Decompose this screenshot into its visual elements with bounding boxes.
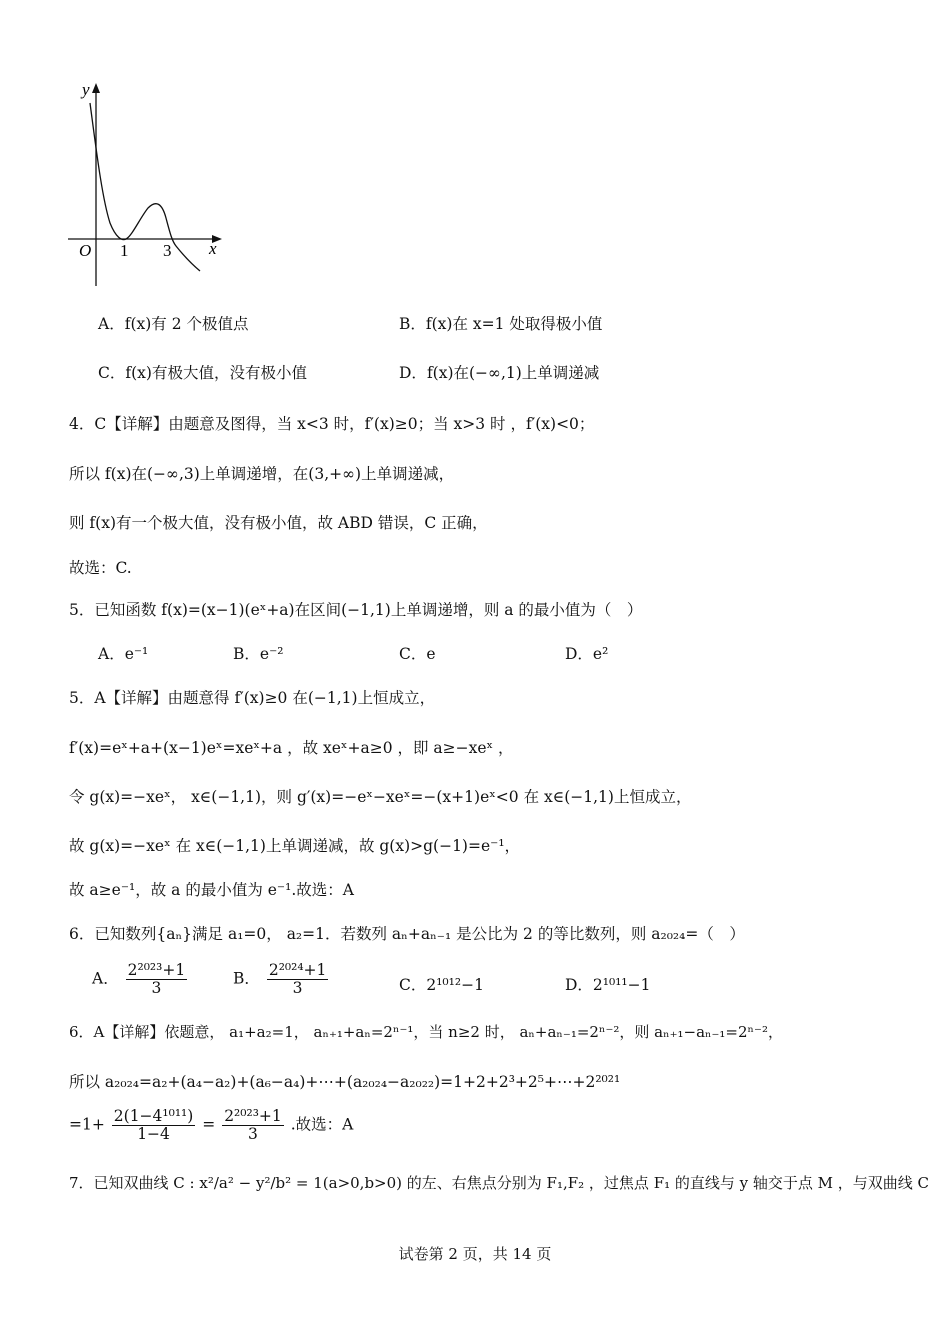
- q6-option-b: [233, 962, 330, 997]
- q3-option-d-text: f(x)在(−∞,1)上单调递减: [426, 364, 600, 382]
- q6-solution-fraction-1-numerator: 2(1−4¹⁰¹¹): [113, 1107, 194, 1125]
- q6-option-a: [92, 962, 189, 997]
- q5-solution-line-5: 故 a≥e⁻¹，故 a 的最小值为 e⁻¹.故选：A: [69, 881, 354, 899]
- q6-solution-line-3-prefix: =1+: [69, 1115, 105, 1134]
- q5-option-d: D．e²: [565, 645, 609, 663]
- q5-option-a: A．e⁻¹: [98, 645, 149, 663]
- q4-solution-line-1: 4．C【详解】由题意及图得，当 x<3 时，f′(x)≥0；当 x>3 时 ，f′(x)<0；: [69, 415, 595, 433]
- q6-solution-fraction-2-numerator: 2²⁰²³+1: [224, 1107, 282, 1125]
- q3-option-a-letter: A．: [98, 315, 125, 333]
- q6-stem: 6．已知数列{aₙ}满足 a₁=0， a₂=1．若数列 aₙ+aₙ₋₁ 是公比为 2 的等比数列，则 a₂₀₂₄=（ ）: [69, 925, 745, 943]
- tick-3-label: 3: [163, 241, 172, 260]
- curve: [90, 103, 200, 271]
- q6-option-b-letter: B．: [233, 969, 260, 988]
- q7-stem: 7．已知双曲线 C : x²/a² − y²/b² = 1(a>0,b>0) 的左、右焦点分别为 F₁,F₂ ，过焦点 F₁ 的直线与 y 轴交于点 M ，与双曲线 C: [69, 1174, 930, 1192]
- q6-option-a-letter: A．: [92, 969, 119, 988]
- q6-solution-fraction-2: [222, 1108, 284, 1143]
- q3-option-c-letter: C．: [98, 364, 126, 382]
- q6-option-b-fraction: [267, 962, 329, 997]
- function-graph: [62, 78, 232, 293]
- q3-option-d: [399, 361, 599, 383]
- q5-stem: 5．已知函数 f(x)=(x−1)(eˣ+a)在区间(−1,1)上单调递增，则 a 的最小值为（ ）: [69, 601, 643, 619]
- q5-option-b: B．e⁻²: [233, 645, 284, 663]
- q3-option-a: [98, 312, 249, 334]
- q6-solution-line-1: 6．A【详解】依题意， a₁+a₂=1， aₙ₊₁+aₙ=2ⁿ⁻¹，当 n≥2 时， aₙ+aₙ₋₁=2ⁿ⁻²，则 aₙ₊₁−aₙ₋₁=2ⁿ⁻²，: [69, 1023, 783, 1041]
- x-label: x: [209, 239, 217, 258]
- q5-option-c: C．e: [399, 645, 436, 663]
- q6-option-b-numerator: 2²⁰²⁴+1: [268, 961, 327, 979]
- q6-solution-fraction-2-denominator: 3: [248, 1125, 258, 1143]
- q3-option-b-letter: B．: [399, 315, 426, 333]
- y-label: y: [82, 80, 90, 99]
- q6-solution-fraction-1: [112, 1108, 196, 1143]
- q6-option-a-numerator: 2²⁰²³+1: [127, 961, 186, 979]
- q3-option-b-text: f(x)在 x=1 处取得极小值: [425, 315, 603, 333]
- q3-option-c: [98, 361, 307, 383]
- q4-solution-line-2: 所以 f(x)在(−∞,3)上单调递增，在(3,+∞)上单调递减，: [69, 465, 455, 483]
- q6-solution-line-3-suffix: .故选：A: [290, 1115, 354, 1134]
- q6-solution-line-3: [69, 1108, 353, 1143]
- q4-solution-line-3: 则 f(x)有一个极大值，没有极小值，故 ABD 错误，C 正确，: [69, 514, 488, 532]
- q3-option-c-text: f(x)有极大值，没有极小值: [125, 364, 307, 382]
- q6-option-c: C．2¹⁰¹²−1: [399, 976, 484, 994]
- q6-option-b-denominator: 3: [292, 979, 303, 997]
- origin-label: O: [79, 241, 92, 260]
- tick-1-label: 1: [120, 241, 129, 260]
- q6-solution-line-3-equals: =: [202, 1115, 216, 1134]
- q4-solution-line-4: 故选：C.: [69, 559, 132, 577]
- page-footer: 试卷第 2 页，共 14 页: [398, 1245, 552, 1263]
- q3-option-b: [399, 312, 602, 334]
- y-axis-arrow: [92, 83, 100, 93]
- q6-option-a-denominator: 3: [151, 979, 162, 997]
- q6-option-d: D．2¹⁰¹¹−1: [565, 976, 651, 994]
- q5-solution-line-2: f′(x)=eˣ+a+(x−1)eˣ=xeˣ+a ，故 xeˣ+a≥0 ，即 a≥−xeˣ ，: [69, 739, 514, 757]
- q3-option-a-text: f(x)有 2 个极值点: [124, 315, 249, 333]
- q5-solution-line-4: 故 g(x)=−xeˣ 在 x∈(−1,1)上单调递减，故 g(x)>g(−1)=e⁻¹，: [69, 837, 521, 855]
- q6-option-a-fraction: [126, 962, 188, 997]
- q5-solution-line-3: 令 g(x)=−xeˣ， x∈(−1,1)，则 g′(x)=−eˣ−xeˣ=−(x+1)eˣ<0 在 x∈(−1,1)上恒成立，: [69, 788, 692, 806]
- q3-option-d-letter: D．: [399, 364, 427, 382]
- q5-solution-line-1: 5．A【详解】由题意得 f′(x)≥0 在(−1,1)上恒成立，: [69, 689, 436, 707]
- q6-solution-fraction-1-denominator: 1−4: [137, 1125, 170, 1143]
- q6-solution-line-2: 所以 a₂₀₂₄=a₂+(a₄−a₂)+(a₆−a₄)+⋯+(a₂₀₂₄−a₂₀₂₂)=1+2+2³+2⁵+⋯+2²⁰²¹: [69, 1073, 621, 1091]
